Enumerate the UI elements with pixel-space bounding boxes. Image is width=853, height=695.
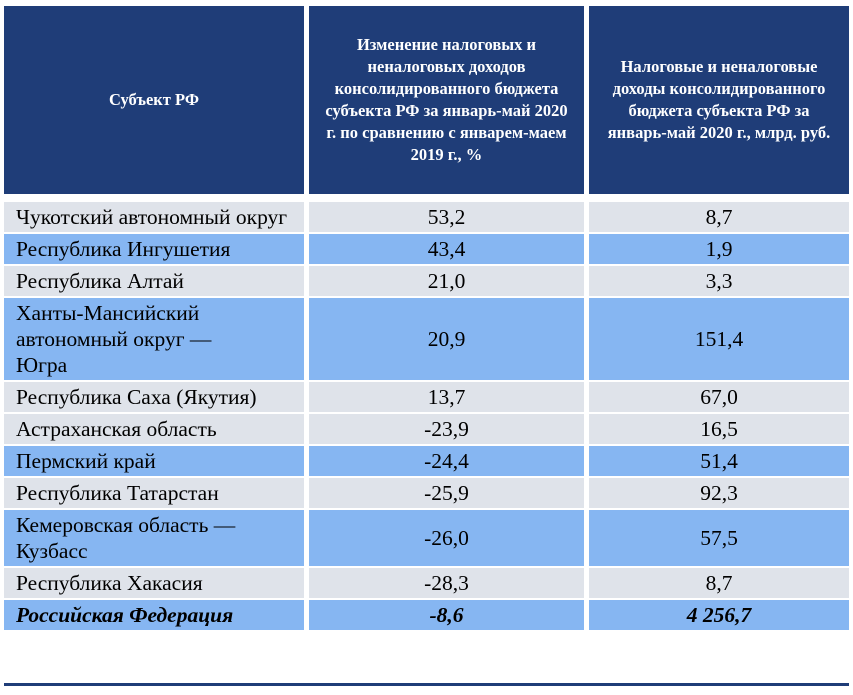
row-change: -28,3 <box>309 568 589 600</box>
row-income: 57,5 <box>589 510 849 568</box>
row-change: -26,0 <box>309 510 589 568</box>
row-change: 43,4 <box>309 234 589 266</box>
row-change: 13,7 <box>309 382 589 414</box>
row-name: Республика Саха (Якутия) <box>4 382 309 414</box>
table-row <box>4 382 849 414</box>
table-row <box>4 202 849 234</box>
table-row <box>4 568 849 600</box>
row-income: 8,7 <box>589 202 849 234</box>
table-row <box>4 266 849 298</box>
table-row <box>4 234 849 266</box>
row-income: 3,3 <box>589 266 849 298</box>
row-income: 8,7 <box>589 568 849 600</box>
table-row <box>4 478 849 510</box>
row-income: 1,9 <box>589 234 849 266</box>
row-change: -24,4 <box>309 446 589 478</box>
table-bottom-border <box>4 683 849 686</box>
total-name: Российская Федерация <box>4 600 309 632</box>
row-name: Пермский край <box>4 446 309 478</box>
row-income: 92,3 <box>589 478 849 510</box>
row-name: Астраханская область <box>4 414 309 446</box>
row-change: 20,9 <box>309 298 589 382</box>
row-change: 53,2 <box>309 202 589 234</box>
header-income: Налоговые и неналоговые доходы консолидированного бюджета субъекта РФ за январь-май 2020 г., млрд. руб. <box>589 6 849 202</box>
header-subject: Субъект РФ <box>4 6 309 202</box>
table-total-row <box>4 600 849 632</box>
row-name: Республика Ингушетия <box>4 234 309 266</box>
row-name: Республика Татарстан <box>4 478 309 510</box>
table-row <box>4 446 849 478</box>
regions-income-table <box>4 6 849 632</box>
row-name: Республика Алтай <box>4 266 309 298</box>
row-income: 16,5 <box>589 414 849 446</box>
row-name: Республика Хакасия <box>4 568 309 600</box>
regions-table-container <box>4 6 849 632</box>
table-row <box>4 510 849 568</box>
row-change: -25,9 <box>309 478 589 510</box>
total-change: -8,6 <box>309 600 589 632</box>
row-income: 67,0 <box>589 382 849 414</box>
table-header-row <box>4 6 849 202</box>
row-name: Ханты-Мансийский автономный округ — Югра <box>4 298 309 382</box>
row-change: -23,9 <box>309 414 589 446</box>
table-row <box>4 298 849 382</box>
row-name: Кемеровская область — Кузбасс <box>4 510 309 568</box>
row-name: Чукотский автономный округ <box>4 202 309 234</box>
table-row <box>4 414 849 446</box>
row-change: 21,0 <box>309 266 589 298</box>
row-income: 51,4 <box>589 446 849 478</box>
row-income: 151,4 <box>589 298 849 382</box>
total-income: 4 256,7 <box>589 600 849 632</box>
header-change: Изменение налоговых и неналоговых доходов консолидированного бюджета субъекта РФ за январь-май 2020 г. по сравнению с январем-маем 2019 г., % <box>309 6 589 202</box>
